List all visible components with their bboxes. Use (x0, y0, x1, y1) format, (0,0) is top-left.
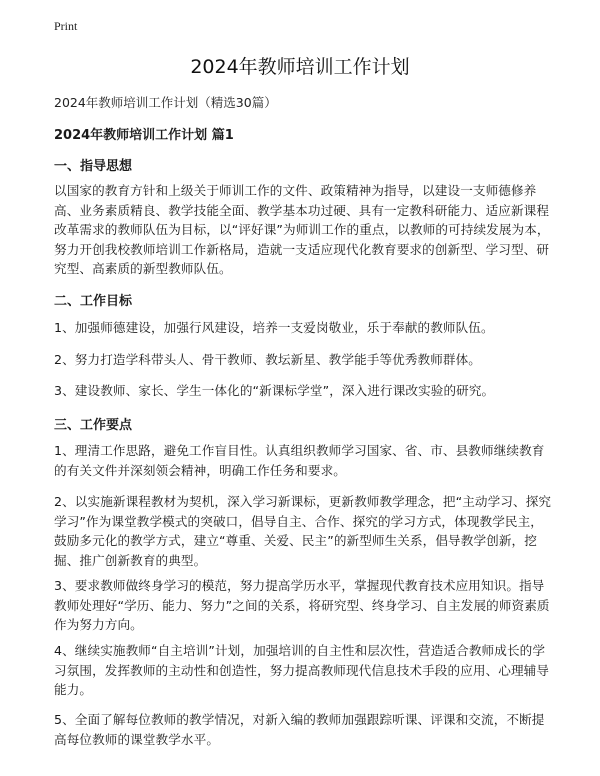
section-heading-work-points: 三、工作要点 (54, 418, 133, 433)
list-item: 2、努力打造学科带头人、骨干教师、教坛新星、教学能手等优秀教师群体。 (54, 352, 482, 367)
document-title: 2024年教师培训工作计划 (190, 56, 410, 78)
list-item: 1、加强师德建设，加强行风建设，培养一支爱岗敬业，乐于奉献的教师队伍。 (54, 320, 494, 335)
list-item: 2、以实施新课程教材为契机，深入学习新课标，更新教师教学理念，把“主动学习、探究学习”作为课堂教学模式的突破口，倡导自主、合作、探究的学习方式，体现教学民主，鼓励多元化的教学方式，建立“尊重、关爱、民主”的新型师生关系，倡导教学创新，挖掘、推广创新教育的典型。 (54, 494, 552, 568)
section-heading-work-goals: 二、工作目标 (54, 294, 133, 309)
list-item: 5、全面了解每位教师的教学情况，对新入编的教师加强跟踪听课、评课和交流，不断提高每位教师的课堂教学水平。 (54, 712, 545, 747)
print-link[interactable]: Print (54, 19, 78, 33)
list-item: 1、理清工作思路，避免工作盲目性。认真组织教师学习国家、省、市、县教师继续教育的有关文件并深刻领会精神，明确工作任务和要求。 (54, 443, 545, 478)
list-item: 3、建设教师、家长、学生一体化的“新课标学堂”，深入进行课改实验的研究。 (54, 383, 495, 398)
document-subtitle: 2024年教师培训工作计划（精选30篇） (54, 95, 277, 110)
section-heading-guiding-ideology: 一、指导思想 (54, 159, 133, 174)
section-paragraph: 以国家的教育方针和上级关于师训工作的文件、政策精神为指导，以建设一支师德修养高、业务素质精良、教学技能全面、教学基本功过硬、具有一定教科研能力、适应新课程改革需求的教师队伍为目标，以“评好课”为师训工作的重点，以教师的可持续发展为本，努力开创我校教师培训工作新格局，造就一支适应现代化教育要求的创新型、学习型、研究型、高素质的新型教师队伍。 (54, 183, 550, 276)
article-title: 2024年教师培训工作计划 篇1 (54, 128, 234, 143)
list-item: 3、要求教师做终身学习的模范，努力提高学历水平，掌握现代教育技术应用知识。指导教师处理好“学历、能力、努力”之间的关系，将研究型、终身学习、自主发展的师资素质作为努力方向。 (54, 578, 550, 632)
list-item: 4、继续实施教师“自主培训”计划，加强培训的自主性和层次性，营造适合教师成长的学习氛围，发挥教师的主动性和创造性，努力提高教师现代信息技术手段的应用、心理辅导能力。 (54, 643, 550, 697)
